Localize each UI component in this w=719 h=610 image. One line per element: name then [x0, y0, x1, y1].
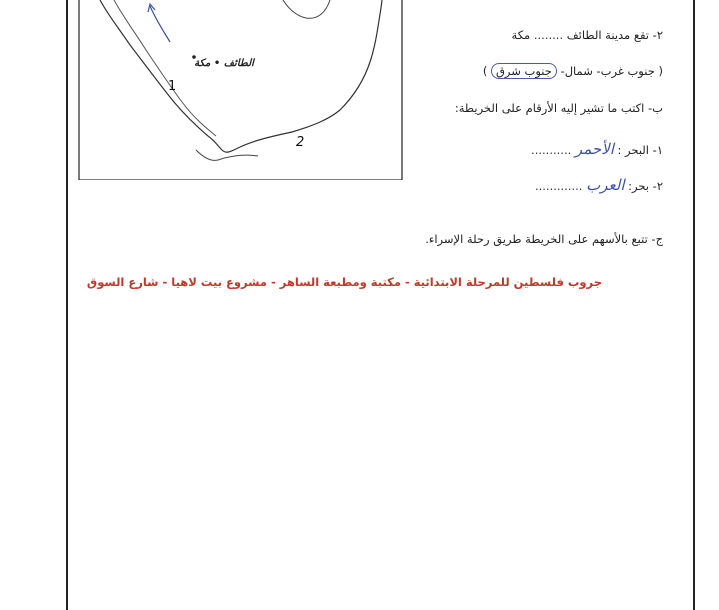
coastline-outer [100, 0, 382, 152]
b1-dots: ........... [531, 143, 572, 157]
part-b-heading: ب- اكتب ما تشير إليه الأرقام على الخريطة: [454, 101, 663, 115]
b2-label: ٢- بحر: [628, 179, 663, 193]
publisher-footer: جروب فلسطين للمرحلة الابتدائية - مكتبة ومطبعة الساهر - مشروع بيت لاهيا - شارع السوق [86, 275, 602, 289]
part-c-text: ج- تتبع بالأسهم على الخريطة طريق رحلة الإسراء. [425, 232, 663, 246]
b2-dots: ............. [534, 179, 583, 193]
question-2-line [512, 28, 663, 42]
gulf-detail [283, 0, 330, 18]
b2-line [535, 176, 663, 194]
q2-option-selected: جنوب شرق [491, 63, 557, 79]
q2-dots: ........ [533, 28, 564, 42]
q2-options-close: ) [482, 64, 488, 78]
map-label-city: الطائف • مكة [194, 58, 254, 69]
b1-line [531, 140, 663, 158]
page-border-left [66, 0, 68, 610]
question-2-options [483, 64, 663, 78]
arabian-peninsula-map [78, 0, 403, 180]
q2-city: مكة [511, 28, 531, 42]
map-frame [79, 0, 402, 180]
q2-prefix: ٢- تقع مدينة الطائف [566, 28, 663, 42]
route-line [150, 6, 170, 42]
map-label-2: 2 [296, 135, 305, 150]
b1-answer: الأحمر [574, 140, 614, 158]
map-drawing [78, 0, 403, 180]
q2-options-open: ( [658, 64, 663, 78]
b2-answer: العرب [586, 176, 625, 194]
q2-options: جنوب غرب- شمال- [556, 64, 655, 78]
map-label-1: 1 [168, 79, 177, 94]
page-border-right [693, 0, 695, 610]
b1-label: ١- البحر : [617, 143, 663, 157]
